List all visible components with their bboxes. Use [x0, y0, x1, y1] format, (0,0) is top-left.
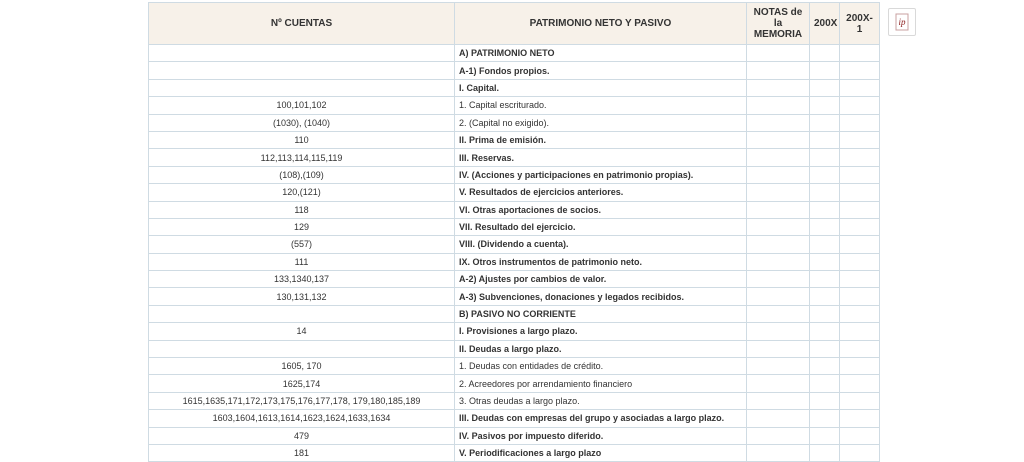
- year-previous-cell: [840, 288, 880, 305]
- table-header-row: [149, 3, 880, 45]
- table-row: [149, 375, 880, 392]
- notes-cell: [747, 114, 810, 131]
- year-previous-cell: [840, 166, 880, 183]
- notes-cell: [747, 45, 810, 62]
- account-cell: 110: [149, 131, 455, 148]
- notes-cell: [747, 253, 810, 270]
- year-current-cell: [810, 201, 840, 218]
- concept-cell: V. Resultados de ejercicios anteriores.: [455, 184, 747, 201]
- concept-cell: IV. (Acciones y participaciones en patrimonio propias).: [455, 166, 747, 183]
- concept-cell: 3. Otras deudas a largo plazo.: [455, 392, 747, 409]
- table-row: [149, 323, 880, 340]
- table-row: [149, 166, 880, 183]
- account-cell: 112,113,114,115,119: [149, 149, 455, 166]
- concept-cell: VIII. (Dividendo a cuenta).: [455, 236, 747, 253]
- account-cell: 100,101,102: [149, 97, 455, 114]
- year-previous-cell: [840, 427, 880, 444]
- year-current-cell: [810, 114, 840, 131]
- year-previous-cell: [840, 253, 880, 270]
- document-icon-glyph: [893, 13, 911, 31]
- year-previous-cell: [840, 375, 880, 392]
- header-year-current: 200X: [810, 3, 840, 45]
- year-previous-cell: [840, 444, 880, 461]
- concept-cell: I. Provisiones a largo plazo.: [455, 323, 747, 340]
- account-cell: 111: [149, 253, 455, 270]
- account-cell: 130,131,132: [149, 288, 455, 305]
- account-cell: (1030), (1040): [149, 114, 455, 131]
- table-row: [149, 184, 880, 201]
- account-cell: 1615,1635,171,172,173,175,176,177,178, 179,180,185,189: [149, 392, 455, 409]
- concept-cell: 2. Acreedores por arrendamiento financiero: [455, 375, 747, 392]
- year-current-cell: [810, 131, 840, 148]
- notes-cell: [747, 149, 810, 166]
- table-row: [149, 305, 880, 322]
- year-current-cell: [810, 218, 840, 235]
- balance-sheet: [148, 2, 880, 462]
- table-row: [149, 253, 880, 270]
- notes-cell: [747, 444, 810, 461]
- table-row: [149, 236, 880, 253]
- year-current-cell: [810, 375, 840, 392]
- concept-cell: B) PASIVO NO CORRIENTE: [455, 305, 747, 322]
- year-previous-cell: [840, 271, 880, 288]
- notes-cell: [747, 97, 810, 114]
- table-row: [149, 201, 880, 218]
- year-previous-cell: [840, 218, 880, 235]
- table-row: [149, 114, 880, 131]
- table-row: [149, 131, 880, 148]
- table-row: [149, 358, 880, 375]
- concept-cell: III. Reservas.: [455, 149, 747, 166]
- year-previous-cell: [840, 323, 880, 340]
- account-cell: 1603,1604,1613,1614,1623,1624,1633,1634: [149, 410, 455, 427]
- concept-cell: IV. Pasivos por impuesto diferido.: [455, 427, 747, 444]
- year-previous-cell: [840, 410, 880, 427]
- table-row: [149, 340, 880, 357]
- table-row: [149, 288, 880, 305]
- document-icon[interactable]: [888, 8, 916, 36]
- header-year-previous: 200X-1: [840, 3, 880, 45]
- concept-cell: I. Capital.: [455, 79, 747, 96]
- year-current-cell: [810, 149, 840, 166]
- year-previous-cell: [840, 62, 880, 79]
- notes-cell: [747, 201, 810, 218]
- account-cell: [149, 79, 455, 96]
- concept-cell: V. Periodificaciones a largo plazo: [455, 444, 747, 461]
- table-row: [149, 62, 880, 79]
- year-current-cell: [810, 392, 840, 409]
- year-previous-cell: [840, 45, 880, 62]
- concept-cell: 2. (Capital no exigido).: [455, 114, 747, 131]
- concept-cell: A-1) Fondos propios.: [455, 62, 747, 79]
- year-current-cell: [810, 444, 840, 461]
- year-previous-cell: [840, 131, 880, 148]
- year-current-cell: [810, 166, 840, 183]
- year-current-cell: [810, 236, 840, 253]
- year-current-cell: [810, 97, 840, 114]
- account-cell: [149, 62, 455, 79]
- year-current-cell: [810, 62, 840, 79]
- concept-cell: A-3) Subvenciones, donaciones y legados recibidos.: [455, 288, 747, 305]
- notes-cell: [747, 410, 810, 427]
- notes-cell: [747, 131, 810, 148]
- concept-cell: VII. Resultado del ejercicio.: [455, 218, 747, 235]
- account-cell: (557): [149, 236, 455, 253]
- year-previous-cell: [840, 79, 880, 96]
- year-previous-cell: [840, 305, 880, 322]
- table-row: [149, 410, 880, 427]
- account-cell: (108),(109): [149, 166, 455, 183]
- notes-cell: [747, 62, 810, 79]
- account-cell: 181: [149, 444, 455, 461]
- notes-cell: [747, 305, 810, 322]
- notes-cell: [747, 358, 810, 375]
- svg-text:ip: ip: [898, 17, 906, 27]
- year-previous-cell: [840, 358, 880, 375]
- account-cell: [149, 305, 455, 322]
- year-current-cell: [810, 427, 840, 444]
- account-cell: 1625,174: [149, 375, 455, 392]
- account-cell: 133,1340,137: [149, 271, 455, 288]
- concept-cell: II. Deudas a largo plazo.: [455, 340, 747, 357]
- year-current-cell: [810, 79, 840, 96]
- concept-cell: 1. Deudas con entidades de crédito.: [455, 358, 747, 375]
- year-current-cell: [810, 288, 840, 305]
- table-row: [149, 97, 880, 114]
- table-row: [149, 45, 880, 62]
- account-cell: 14: [149, 323, 455, 340]
- account-cell: 1605, 170: [149, 358, 455, 375]
- year-current-cell: [810, 184, 840, 201]
- year-current-cell: [810, 271, 840, 288]
- year-current-cell: [810, 323, 840, 340]
- notes-cell: [747, 288, 810, 305]
- notes-cell: [747, 236, 810, 253]
- concept-cell: VI. Otras aportaciones de socios.: [455, 201, 747, 218]
- account-cell: 479: [149, 427, 455, 444]
- year-previous-cell: [840, 201, 880, 218]
- notes-cell: [747, 340, 810, 357]
- account-cell: 120,(121): [149, 184, 455, 201]
- year-previous-cell: [840, 236, 880, 253]
- notes-cell: [747, 218, 810, 235]
- notes-cell: [747, 375, 810, 392]
- header-cuentas: Nº CUENTAS: [149, 3, 455, 45]
- table-row: [149, 427, 880, 444]
- account-cell: [149, 45, 455, 62]
- notes-cell: [747, 184, 810, 201]
- year-previous-cell: [840, 97, 880, 114]
- table-row: [149, 444, 880, 461]
- year-current-cell: [810, 410, 840, 427]
- table-row: [149, 271, 880, 288]
- balance-table: [148, 2, 880, 462]
- year-previous-cell: [840, 184, 880, 201]
- year-previous-cell: [840, 340, 880, 357]
- notes-cell: [747, 323, 810, 340]
- notes-cell: [747, 271, 810, 288]
- concept-cell: 1. Capital escriturado.: [455, 97, 747, 114]
- concept-cell: A-2) Ajustes por cambios de valor.: [455, 271, 747, 288]
- notes-cell: [747, 427, 810, 444]
- account-cell: 129: [149, 218, 455, 235]
- account-cell: 118: [149, 201, 455, 218]
- account-cell: [149, 340, 455, 357]
- table-row: [149, 149, 880, 166]
- header-concepto: PATRIMONIO NETO Y PASIVO: [455, 3, 747, 45]
- year-current-cell: [810, 253, 840, 270]
- header-notas: NOTAS de la MEMORIA: [747, 3, 810, 45]
- year-current-cell: [810, 45, 840, 62]
- notes-cell: [747, 392, 810, 409]
- year-current-cell: [810, 340, 840, 357]
- concept-cell: III. Deudas con empresas del grupo y asociadas a largo plazo.: [455, 410, 747, 427]
- notes-cell: [747, 166, 810, 183]
- table-body: [149, 45, 880, 462]
- table-row: [149, 79, 880, 96]
- year-current-cell: [810, 358, 840, 375]
- table-row: [149, 218, 880, 235]
- year-previous-cell: [840, 392, 880, 409]
- concept-cell: IX. Otros instrumentos de patrimonio neto.: [455, 253, 747, 270]
- year-current-cell: [810, 305, 840, 322]
- year-previous-cell: [840, 114, 880, 131]
- concept-cell: II. Prima de emisión.: [455, 131, 747, 148]
- year-previous-cell: [840, 149, 880, 166]
- table-row: [149, 392, 880, 409]
- notes-cell: [747, 79, 810, 96]
- concept-cell: A) PATRIMONIO NETO: [455, 45, 747, 62]
